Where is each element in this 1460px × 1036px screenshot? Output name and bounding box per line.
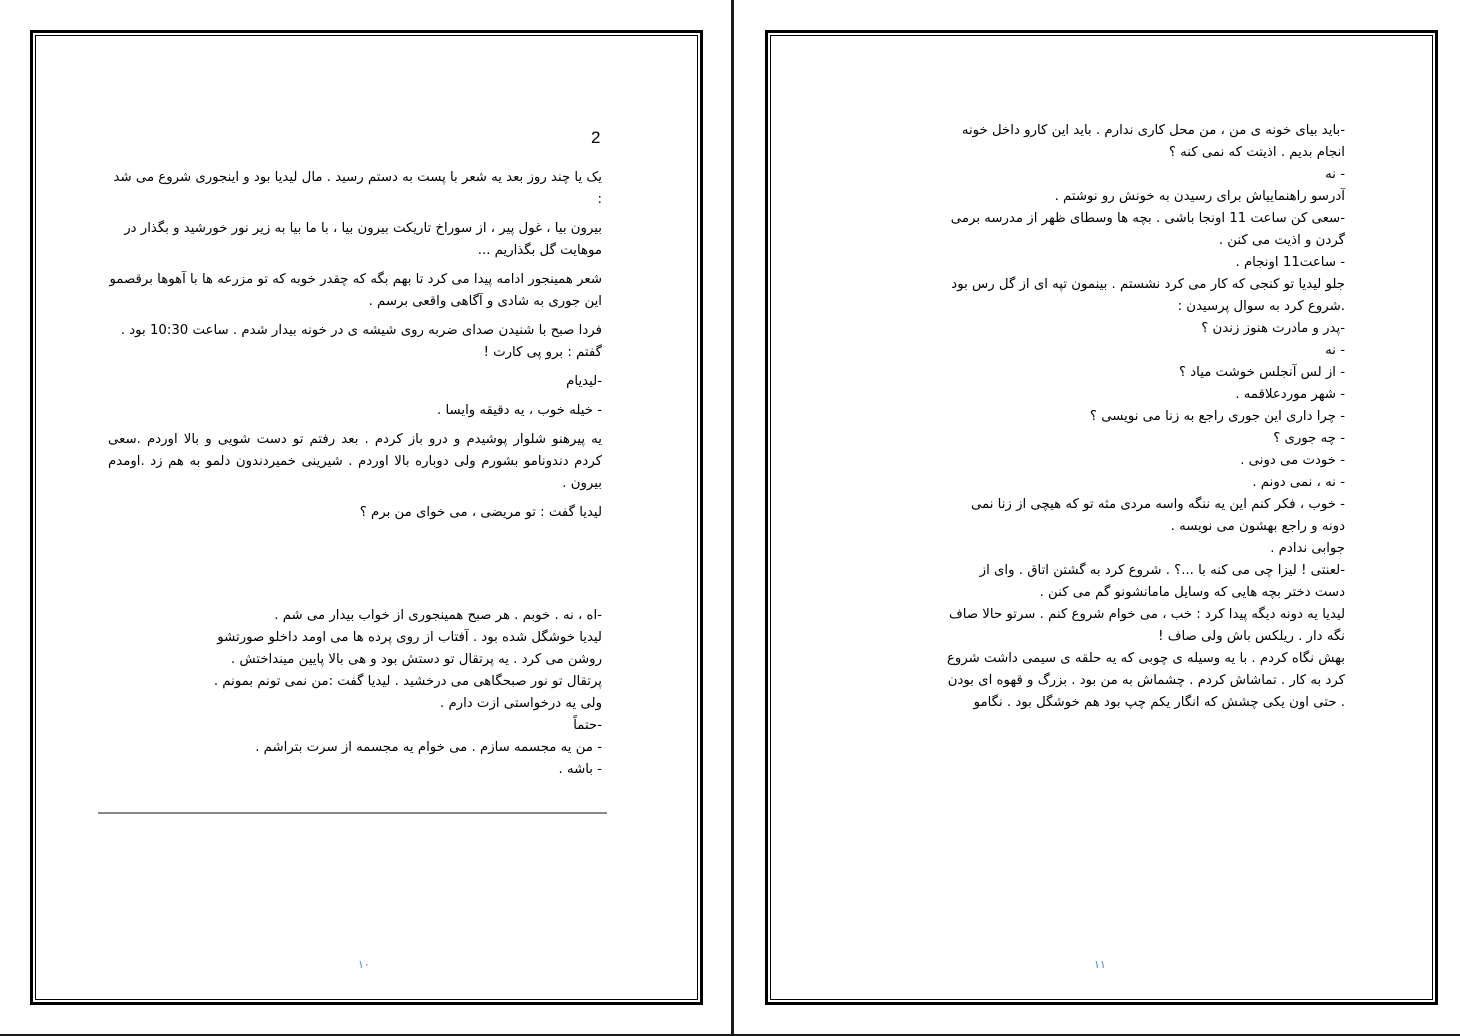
footnote-rule	[98, 812, 607, 814]
right-page-number: ۱۱	[1094, 958, 1106, 971]
text-line: .شروع کرد به سوال پرسیدن :	[1177, 299, 1345, 314]
text-line: -پدر و مادرت هنوز زندن ؟	[1201, 321, 1345, 336]
text-line: - من یه مجسمه سازم . می خوام یه مجسمه از سرت بتراشم .	[255, 740, 602, 755]
chapter-number: 2	[591, 128, 601, 147]
text-line: آدرسو راهنماییاش برای رسیدن به خونش رو نوشتم .	[1054, 189, 1345, 204]
text-line: دست دختر بچه هایی که وسایل مامانشونو گم می کنن .	[1039, 585, 1345, 600]
text-line: - نه ، نمی دونم .	[1252, 475, 1345, 490]
text-line: جوابی ندادم .	[1270, 541, 1345, 556]
text-line: - ساعت11 اونجام .	[1235, 255, 1345, 270]
text-line: -اه ، نه . خوبم . هر صبح همینجوری از خواب بیدار می شم .	[274, 608, 602, 623]
text-line: - چه جوری ؟	[1273, 431, 1345, 446]
text-line: - از لس آنجلس خوشت میاد ؟	[1178, 365, 1345, 380]
text-line: - شهر موردعلاقمه .	[1235, 387, 1345, 402]
text-line: روشن می کرد . یه پرتقال تو دستش بود و هی بالا پایین مینداختش .	[230, 652, 602, 667]
text-line: . حتی اون یکی چشش که انگار یکم چپ بود هم خوشگل بود . نگامو	[973, 695, 1345, 710]
text-line: جلو لیدیا تو کنجی که کار می کرد نشستم . بینمون تپه ای از گل رس بود	[951, 277, 1345, 292]
paragraph: لیدیا گفت : تو مریضی ، می خوای من برم ؟	[359, 505, 602, 520]
text-line: - نه	[1325, 343, 1345, 358]
right-page-body	[845, 120, 1345, 714]
paragraph: یه پیرهنو شلوار پوشیدم و درو باز کردم . بعد رفتم تو دست شویی و بالا اوردم .سعی کردم دندونامو بشورم ولی دوباره بالا اوردم . شیرینی خمیردندون دلمو به هم زد .اومدم بیرون .	[108, 432, 602, 491]
text-line: نگه دار . ریلکس باش ولی صاف !	[1158, 629, 1345, 644]
text-line: -حتماً	[573, 718, 602, 733]
text-line: -لعنتی ! لیزا چی می کنه با ...؟ . شروع کرد به گشتن اتاق . وای از	[979, 563, 1345, 578]
left-page-body	[108, 167, 602, 531]
paragraph: -لیدیام	[566, 374, 602, 389]
text-line: - چرا داری این جوری راجع به زنا می نویسی ؟	[1089, 409, 1345, 424]
paragraph: شعر همینجور ادامه پیدا می کرد تا بهم بگه که چقدر خوبه که تو مزرعه ها با آهوها برقصمو این جوری به شادی و آگاهی واقعی برسم .	[109, 272, 602, 309]
text-line: پرتقال تو نور صبحگاهی می درخشید . لیدیا گفت :من نمی تونم بمونم .	[213, 674, 602, 689]
left-page-number: ۱۰	[358, 958, 370, 971]
text-line: انجام بدیم . اذیتت که نمی کنه ؟	[1168, 145, 1345, 160]
text-line: بهش نگاه کردم . با یه وسیله ی چوبی که یه حلقه ی سیمی داشت شروع	[946, 651, 1345, 666]
text-line: - باشه .	[558, 762, 602, 777]
text-line: ولی یه درخواستی ازت دارم .	[439, 696, 602, 711]
paragraph: بیرون بیا ، غول پیر ، از سوراخ تاریکت بیرون بیا ، با ما بیا به زیر نور خورشید و بگذار در موهایت گل بگذاریم ...	[124, 221, 602, 258]
left-page-dialogue	[108, 605, 602, 781]
text-line: لیدیا خوشگل شده بود . آفتاب از روی پرده ها می اومد داخلو صورتشو	[217, 630, 602, 645]
text-line: کرد به کار . تماشاش کردم . چشماش به من بود . بزرگ و قهوه ای بودن	[947, 673, 1345, 688]
text-line: -باید بیای خونه ی من ، من محل کاری ندارم . باید این کارو داخل خونه	[961, 123, 1345, 138]
text-line: - خودت می دونی .	[1240, 453, 1345, 468]
text-line: - خوب ، فکر کنم این یه ننگه واسه مردی مثه تو که هیچی از زنا نمی	[970, 497, 1345, 512]
text-line: گردن و اذیت می کنن .	[1218, 233, 1345, 248]
paragraph: - خیله خوب ، یه دقیقه وایسا .	[437, 403, 602, 418]
text-line: دونه و راجع بهشون می نویسه .	[1170, 519, 1345, 534]
paragraph: فردا صبح با شنیدن صدای ضربه روی شیشه ی در خونه بیدار شدم . ساعت 10:30 بود . گفتم : برو پی کارت !	[120, 323, 602, 360]
page-spread-divider	[731, 0, 734, 1036]
text-line: لیدیا یه دونه دیگه پیدا کرد : خب ، می خوام شروع کنم . سرتو حالا صاف	[948, 607, 1345, 622]
paragraph: یک یا چند روز بعد یه شعر با پست به دستم رسید . مال لیدیا بود و اینجوری شروع می شد :	[113, 170, 602, 207]
text-line: - نه	[1325, 167, 1345, 182]
text-line: -سعی کن ساعت 11 اونجا باشی . بچه ها وسطای ظهر از مدرسه برمی	[950, 211, 1345, 226]
